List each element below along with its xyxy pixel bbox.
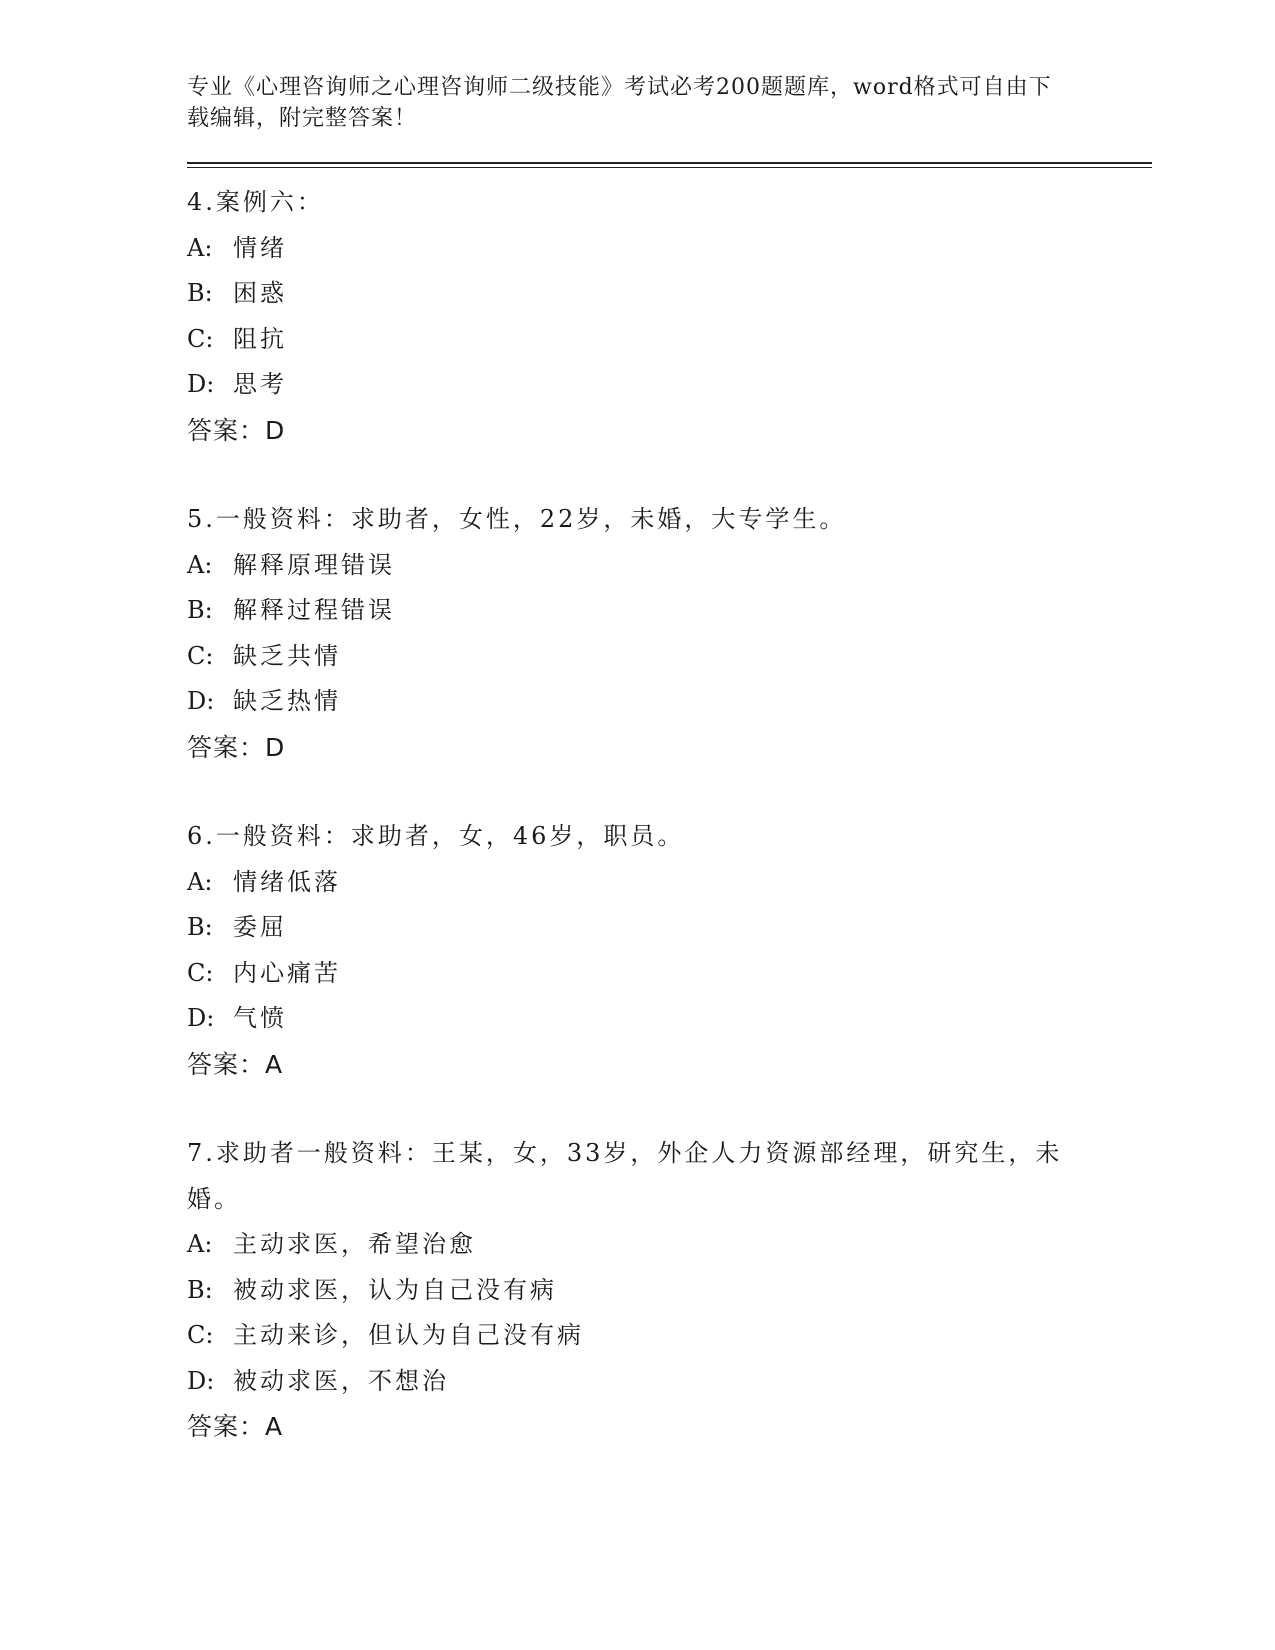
question-stem: 5.一般资料：求助者，女性，22岁，未婚，大专学生。 xyxy=(187,505,847,533)
option-text: 被动求医，不想治 xyxy=(233,1366,449,1395)
option-letter: C: xyxy=(187,324,214,353)
question-block xyxy=(187,814,1152,1087)
option-letter: B: xyxy=(187,279,213,307)
option-letter: A: xyxy=(187,867,213,896)
option-b xyxy=(187,271,1152,317)
answer-line: 答案：D xyxy=(187,732,286,762)
option-b xyxy=(187,588,1152,634)
option-c xyxy=(187,634,1152,680)
question-block xyxy=(187,497,1152,770)
option-text: 内心痛苦 xyxy=(233,958,341,987)
document-header: 专业《心理咨询师之心理咨询师二级技能》考试必考200题题库，word格式可自由下载编辑，附完整答案！ xyxy=(187,75,1052,131)
option-text: 情绪低落 xyxy=(233,867,341,896)
option-letter: C: xyxy=(187,1321,214,1349)
question-block xyxy=(187,1131,1152,1450)
option-letter: B: xyxy=(187,1275,213,1304)
option-d xyxy=(187,362,1152,408)
option-text: 情绪 xyxy=(233,233,287,262)
header-divider xyxy=(187,162,1152,168)
option-text: 缺乏热情 xyxy=(233,687,341,715)
option-letter: D: xyxy=(187,370,215,398)
option-text: 解释过程错误 xyxy=(233,596,395,624)
option-text: 被动求医，认为自己没有病 xyxy=(233,1275,557,1304)
option-text: 困惑 xyxy=(233,279,287,307)
option-letter: D: xyxy=(187,687,215,715)
option-a xyxy=(187,543,1152,589)
option-text: 思考 xyxy=(233,370,287,398)
option-text: 主动来诊，但认为自己没有病 xyxy=(233,1321,584,1349)
option-letter: A: xyxy=(187,233,213,262)
answer-line: 答案：D xyxy=(187,415,286,445)
option-d xyxy=(187,996,1152,1042)
option-text: 阻抗 xyxy=(233,324,287,353)
question-block xyxy=(187,180,1152,453)
answer-line: 答案：A xyxy=(187,1049,284,1079)
option-letter: B: xyxy=(187,596,213,624)
question-stem: 4.案例六： xyxy=(187,188,324,216)
option-letter: A: xyxy=(187,550,213,579)
option-b xyxy=(187,905,1152,951)
option-c xyxy=(187,951,1152,997)
option-letter: D: xyxy=(187,1004,215,1032)
option-letter: C: xyxy=(187,641,214,670)
option-letter: D: xyxy=(187,1366,215,1395)
option-a xyxy=(187,860,1152,906)
option-text: 缺乏共情 xyxy=(233,641,341,670)
option-text: 委屈 xyxy=(233,913,287,941)
option-d xyxy=(187,679,1152,725)
question-stem: 7.求助者一般资料：王某，女，33岁，外企人力资源部经理，研究生，未婚。 xyxy=(187,1139,1063,1213)
option-letter: A: xyxy=(187,1230,213,1258)
option-a xyxy=(187,1222,1152,1268)
question-stem: 6.一般资料：求助者，女，46岁，职员。 xyxy=(187,822,685,850)
option-c xyxy=(187,317,1152,363)
option-letter: B: xyxy=(187,913,213,941)
option-text: 主动求医，希望治愈 xyxy=(233,1230,476,1258)
document-page xyxy=(187,72,1152,1450)
option-letter: C: xyxy=(187,958,214,987)
option-text: 解释原理错误 xyxy=(233,550,395,579)
option-text: 气愤 xyxy=(233,1004,287,1032)
option-b xyxy=(187,1268,1152,1314)
option-d xyxy=(187,1359,1152,1405)
answer-line: 答案：A xyxy=(187,1412,284,1441)
option-a xyxy=(187,226,1152,272)
option-c xyxy=(187,1313,1152,1359)
